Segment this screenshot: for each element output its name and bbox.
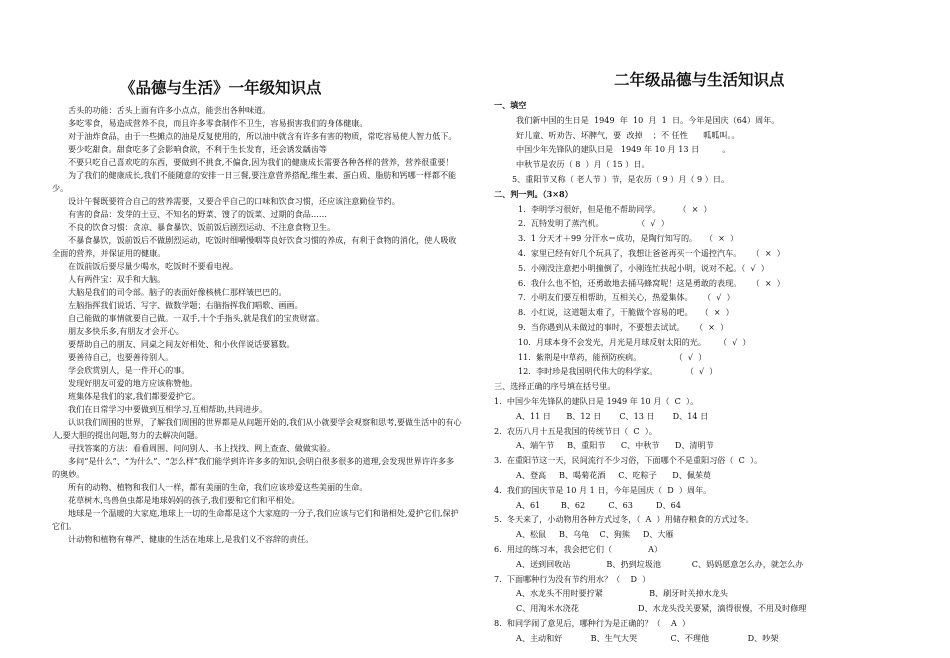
question-line: 4. 我们的国庆节是 10 月 1 日，今年是国庆（ D ）周年。 xyxy=(494,484,712,495)
question-line: 5. 冬天来了，小动物用各种方式过冬，（ A ）用储存粮食的方式过冬。 xyxy=(494,514,754,525)
question-line: 3. 在重阳节这一天，民间流行不少习俗，下面哪个不是重阳习俗（ C ）。 xyxy=(494,455,763,466)
section-heading: 二、判一判。（3×8） xyxy=(494,188,573,199)
question-line: 7. 下面哪种行为没有节约用水？（ D ） xyxy=(494,573,651,584)
question-line: 6. 我什么也不怕，还勇敢地去捅马蜂窝呢！这是勇敢的表现。 （ × ） xyxy=(518,277,785,288)
left-paragraph: 学会欣赏别人，是一件开心的事。 xyxy=(68,365,190,375)
left-paragraph: 所有的动物、植物和我们人一样，都有美丽的生命，我们应该珍爱这些美丽的生命。 xyxy=(68,482,368,492)
question-line: C、用淘米水浇花 D、水龙头没关要紧，滴得很慢，不用及时修理 xyxy=(516,603,807,614)
question-line: A、端午节 B、重阳节 C、中秋节 D、清明节 xyxy=(516,440,714,451)
question-line: 5、重阳节又称（ 老人节 ）节，是农历（ 9 ）月（ 9 ）日。 xyxy=(512,173,730,184)
question-line: 8. 小红说，这道题太难了，干脆做个容易的吧。 （ × ） xyxy=(518,307,734,318)
question-line: A、11 日 B、12 日 C、13 日 D、14 日 xyxy=(516,410,709,421)
left-paragraph: 舌头的功能：舌头上面有许多小点点，能尝出各种味道。 xyxy=(68,105,271,115)
left-paragraph: 在饭前饭后要尽量少喝水，吃饭时不要看电视。 xyxy=(68,261,238,271)
question-line: 1. 李明学习很好，但是他不帮助同学。 （ × ） xyxy=(518,203,712,214)
question-line: 11. 紫荆是中草药，能预防疾病。 （ √ ） xyxy=(518,351,707,362)
question-line: 8. 和同学闹了意见后，哪种行为是正确的？（ A ） xyxy=(494,617,691,628)
question-line: A、主动和好 B、生气大哭 C、不理他 D、吵架 xyxy=(516,632,779,643)
question-line: 中秋节是农历（ 8 ）月（ 15 ）日。 xyxy=(516,159,650,170)
left-paragraph: 我们在日常学习中要做到互相学习,互相帮助,共同进步。 xyxy=(68,404,268,414)
question-line: 三、选择正确的序号填在括号里。 xyxy=(494,381,616,392)
question-line: A、送到回收站 B、扔到垃圾池 C、妈妈愿意怎么办，就怎么办 xyxy=(516,558,804,569)
left-paragraph: 不良的饮食习惯：贪凉、暴食暴饮、饭前饭后剧烈运动、不注意食物卫生。 xyxy=(68,222,336,232)
left-paragraph: 左脑指挥我们说话、写字、做数学题；右脑指挥我们唱歌、画画。 xyxy=(68,300,303,310)
left-paragraph: 要帮助自己的朋友、同桌之间友好相处、和小伙伴说话要篡数。 xyxy=(68,339,295,349)
question-line: 9. 当你遇到从未做过的事时，不要想去试试。 （ × ） xyxy=(518,321,729,332)
right-page-title: 二年级品德与生活知识点 xyxy=(614,70,785,89)
question-line: 3. 1 分天才＋99 分汗水＝成功，是陶行知写的。 （ × ） xyxy=(518,233,739,244)
left-page-body xyxy=(52,104,462,546)
left-paragraph: 不要只吃自己喜欢吃的东西，要做到不挑食,不偏食,因为我们的健康成长需要各种各样的营养，营养很重要！ xyxy=(68,157,454,167)
question-line: A、登高 B、喝菊花酒 C、吃粽子 D、佩茱萸 xyxy=(516,469,712,480)
question-line: 2. 瓦特发明了蒸汽机。 （ √ ） xyxy=(518,218,669,229)
left-paragraph: 多问“是什么”、“为什么”、“怎么样”我们能学到许许多多的知识,会明白很多很多的道理,会发现世界许许多多的奥妙。 xyxy=(52,456,455,479)
question-line: A、61 B、62 C、63 D、64 xyxy=(516,499,681,510)
left-paragraph: 寻找答案的方法：看看周围、问问别人、书上找找、网上查查、做做实验。 xyxy=(68,443,336,453)
left-paragraph: 为了我们的健康成长,我们不能随意的安排一日三餐,要注意营养搭配,维生素、蛋白质、脂肪和钙哪一样都不能少。 xyxy=(52,170,457,193)
question-line: 7. 小明友们要互相帮助，互相关心，热爱集体。 （ √ ） xyxy=(518,292,735,303)
right-page-body xyxy=(494,98,914,645)
left-paragraph: 自己能做的事情就要自己做。一双手,十个手指头,就是我们的宝贵财富。 xyxy=(68,313,325,323)
question-line: 12. 李时珍是我国明代伟大的科学家。 （ √ ） xyxy=(518,366,718,377)
question-line: A、松鼠 B、乌龟 C、狗熊 D、大雁 xyxy=(516,529,674,540)
left-paragraph: 地球是一个温暖的大家庭,地球上一切的生命都是这个大家庭的一分子,我们应该与它们和谐相处,爱护它们,保护它们。 xyxy=(52,508,459,531)
question-line: 1. 中国少年先锋队的建队日是 1949 年 10 月（ C ）。 xyxy=(494,395,699,406)
question-line: 我们新中国的生日是 1949 年 10 月 1 日。今年是国庆（64）周年。 xyxy=(516,114,780,125)
left-paragraph: 班集体是我们的家,我们都要爱护它。 xyxy=(68,391,201,401)
question-line: 4. 家里已经有好几个玩具了，我想让爸爸再买一个遥控汽车。 （ × ） xyxy=(518,247,785,258)
left-paragraph: 要善待自己，也要善待别人。 xyxy=(68,352,174,362)
question-line: 2. 农历八月十五是我国的传统节日（ C ）。 xyxy=(494,425,657,436)
question-line: 好儿童、听劝告、坏脾气，要 改掉 ；不 任性 呱呱叫。。 xyxy=(516,129,740,140)
left-paragraph: 花草树木,鸟兽鱼虫都是地球妈妈的孩子,我们要和它们和平相处。 xyxy=(68,495,300,505)
left-paragraph: 对于油炸食品，由于一些摊点的油是反复使用的，所以油中就含有许多有害的物质，常吃容易使人智力低下。 xyxy=(68,131,457,141)
left-paragraph: 大脑是我们的司令部。脑子的表面好像核桃仁那样皱巴巴的。 xyxy=(68,287,287,297)
left-paragraph: 不暴食暴饮，饭前饭后不做剧烈运动，吃饭时细嚼慢咽等良好饮食习惯的养成，有利于食物的消化，使人吸收全面的营养，并保证用的健康。 xyxy=(52,235,457,258)
question-line: 中国少年先锋队的建队日是 1949 年 10 月 13 日 。 xyxy=(516,144,731,155)
left-paragraph: 要少吃甜食。甜食吃多了会影响食欲，不利于生长发育，还会诱发龋齿等 xyxy=(68,144,328,154)
left-paragraph: 人有两件宝：双手和大脑。 xyxy=(68,274,166,284)
left-paragraph: 朋友多快乐多,有朋友才会开心。 xyxy=(68,326,184,336)
left-paragraph: 设计午餐既要符合自己的营养需要，又要合乎自己的口味和饮食习惯，还应该注意勤俭节约。 xyxy=(68,196,400,206)
left-paragraph: 计动物和植物有尊严、健康的生活在地球上,是我们义不容辞的责任。 xyxy=(68,534,314,544)
left-paragraph: 发现好朋友可爱的地方应该称赞他。 xyxy=(68,378,198,388)
question-line: A、水龙头不用时要拧紧 B、刷牙时关掉水龙头 xyxy=(516,588,728,599)
question-line: 10. 月球本身不会发光，月光是月球反射太阳的光。 （ √ ） xyxy=(518,336,751,347)
left-paragraph: 多吃零食，易造成营养不良，而且许多零食制作不卫生，容易损害我们的身体健康。 xyxy=(68,118,368,128)
question-line: 6. 用过的练习本，我会把它们（ A） xyxy=(494,543,663,554)
section-heading: 一、填空 xyxy=(494,100,527,110)
question-line: 5. 小刚没注意把小明撞倒了，小刚连忙扶起小明，说对不起。（ √ ） xyxy=(518,262,769,273)
left-page-title: 《品德与生活》一年级知识点 xyxy=(120,78,322,97)
left-paragraph: 有害的食品：发芽的土豆、不知名的野菜、馊了的饭菜、过期的食品…… xyxy=(68,209,328,219)
left-paragraph: 认识我们周围的世界，了解我们周围的世界都是从问题开始的,我们从小就要学会观察和思考,要做生活中的有心人,要大胆的提出问题,努力的去解决问题。 xyxy=(52,417,462,440)
